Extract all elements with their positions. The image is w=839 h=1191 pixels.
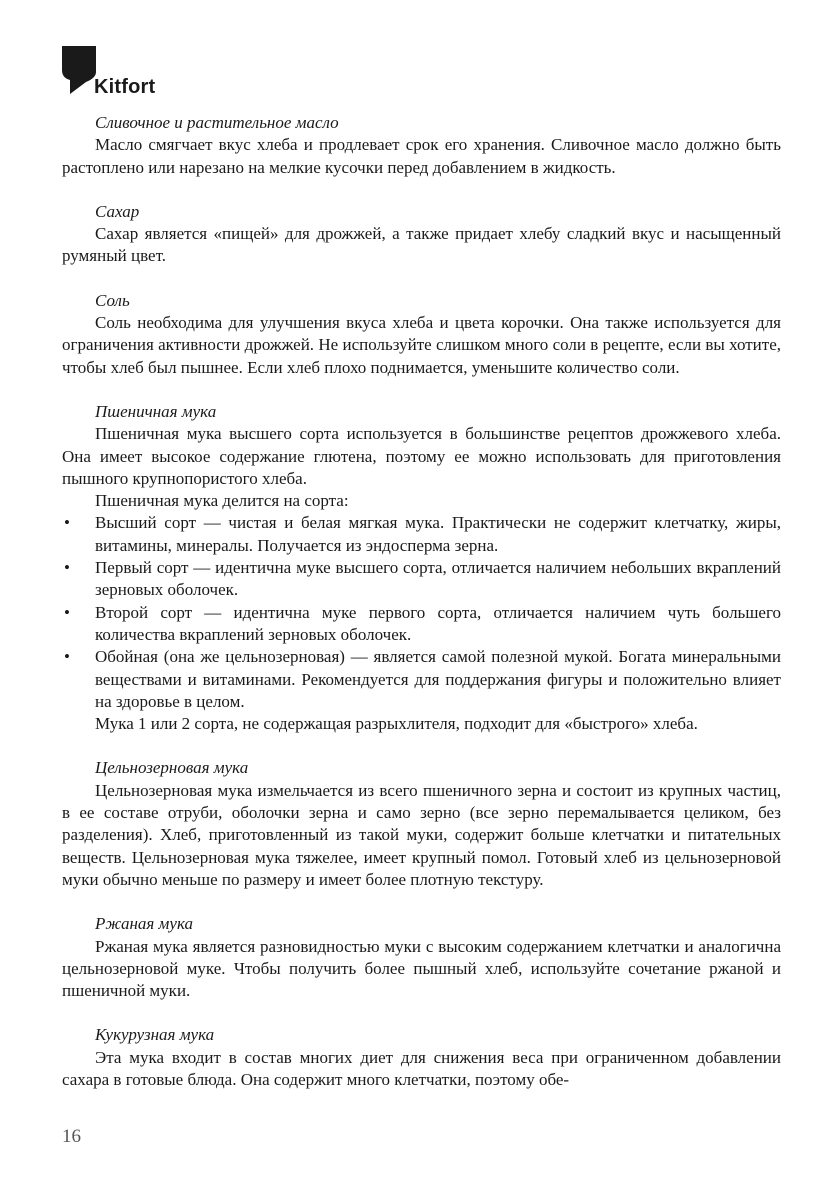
paragraph: Эта мука входит в состав многих диет для снижения веса при ограниченном добавлении сахара в готовые блюда. Она содержит много клетчатки, поэтому обе-: [62, 1047, 781, 1089]
section-butter: [62, 112, 781, 179]
section-corn-flour: [62, 1024, 781, 1091]
bullet-icon: •: [64, 558, 70, 578]
kitfort-logo-icon: [62, 46, 96, 94]
section-rye-flour: [62, 913, 781, 1002]
paragraph: Сахар является «пищей» для дрожжей, а также придает хлебу сладкий вкус и насыщенный румяный цвет.: [62, 224, 781, 266]
bullet-icon: •: [64, 602, 70, 622]
list-item-text: Первый сорт — идентична муке высшего сорта, отличается наличием небольших вкраплений зерновых оболочек.: [95, 558, 781, 600]
section-whole-grain-flour: [62, 757, 781, 891]
bullet-icon: •: [64, 647, 70, 667]
paragraph: Пшеничная мука высшего сорта используется в большинстве рецептов дрожжевого хлеба. Она имеет высокое содержание глютена, поэтому ее можно использовать для приготовления пышного крупнопористого хлеба.: [62, 424, 781, 488]
brand-logo: [62, 46, 202, 102]
paragraph: Масло смягчает вкус хлеба и продлевает срок его хранения. Сливочное масло должно быть растоплено или нарезано на мелкие кусочки перед добавлением в жидкость.: [62, 135, 781, 177]
list-item-text: Второй сорт — идентична муке первого сорта, отличается наличием чуть большего количества вкраплений зерновых оболочек.: [95, 602, 781, 644]
list-item: [62, 512, 781, 557]
list-item-text: Высший сорт — чистая и белая мягкая мука. Практически не содержит клетчатку, жиры, витамины, минералы. Получается из эндосперма зерна.: [95, 513, 781, 555]
paragraph: Пшеничная мука делится на сорта:: [95, 491, 349, 511]
document-body: [62, 112, 781, 1113]
brand-name: Kitfort: [94, 76, 156, 98]
list-item-text: Обойная (она же цельнозерновая) — является самой полезной мукой. Богата минеральными веществами и витаминами. Рекомендуется для поддержания фигуры и положительно влияет на здоровье в целом.: [95, 647, 781, 711]
section-heading: Кукурузная мука: [95, 1025, 215, 1045]
page-number: 16: [62, 1126, 81, 1147]
section-heading: Сливочное и растительное масло: [95, 113, 339, 132]
list-item: [62, 557, 781, 602]
section-heading: Ржаная мука: [95, 914, 193, 934]
section-heading: Сахар: [95, 201, 140, 221]
list-item: [62, 602, 781, 647]
paragraph: Мука 1 или 2 сорта, не содержащая разрыхлителя, подходит для «быстрого» хлеба.: [95, 714, 698, 734]
section-wheat-flour: [62, 401, 781, 735]
section-salt: [62, 290, 781, 379]
paragraph: Цельнозерновая мука измельчается из всего пшеничного зерна и состоит из крупных частиц, в ее составе отруби, оболочки зерна и само зерно (все зерно перемалывается целиком, без разделения). Хлеб, приготовленный из такой муки, содержит больше клетчатки и питательных веществ. Цельнозерновая мука тяжелее, имеет крупный помол. Готовый хлеб из цельнозерновой муки обычно меньше по размеру и имеет более плотную текстуру.: [62, 780, 781, 889]
paragraph: Ржаная мука является разновидностью муки с высоким содержанием клетчатки и аналогична цельнозерновой муке. Чтобы получить более пышный хлеб, используйте сочетание ржаной и пшеничной муки.: [62, 936, 781, 1001]
paragraph: Соль необходима для улучшения вкуса хлеба и цвета корочки. Она также используется для ограничения активности дрожжей. Не используйте слишком много соли в рецепте, если вы хотите, чтобы хлеб был пышнее. Если хлеб плохо поднимается, уменьшите количество соли.: [62, 313, 781, 377]
flour-grades-list: [62, 512, 781, 713]
section-heading: Пшеничная мука: [95, 401, 217, 421]
section-heading: Соль: [95, 290, 130, 310]
bullet-icon: •: [64, 513, 70, 533]
section-heading: Цельнозерновая мука: [95, 758, 249, 778]
list-item: [62, 646, 781, 713]
section-sugar: [62, 201, 781, 268]
